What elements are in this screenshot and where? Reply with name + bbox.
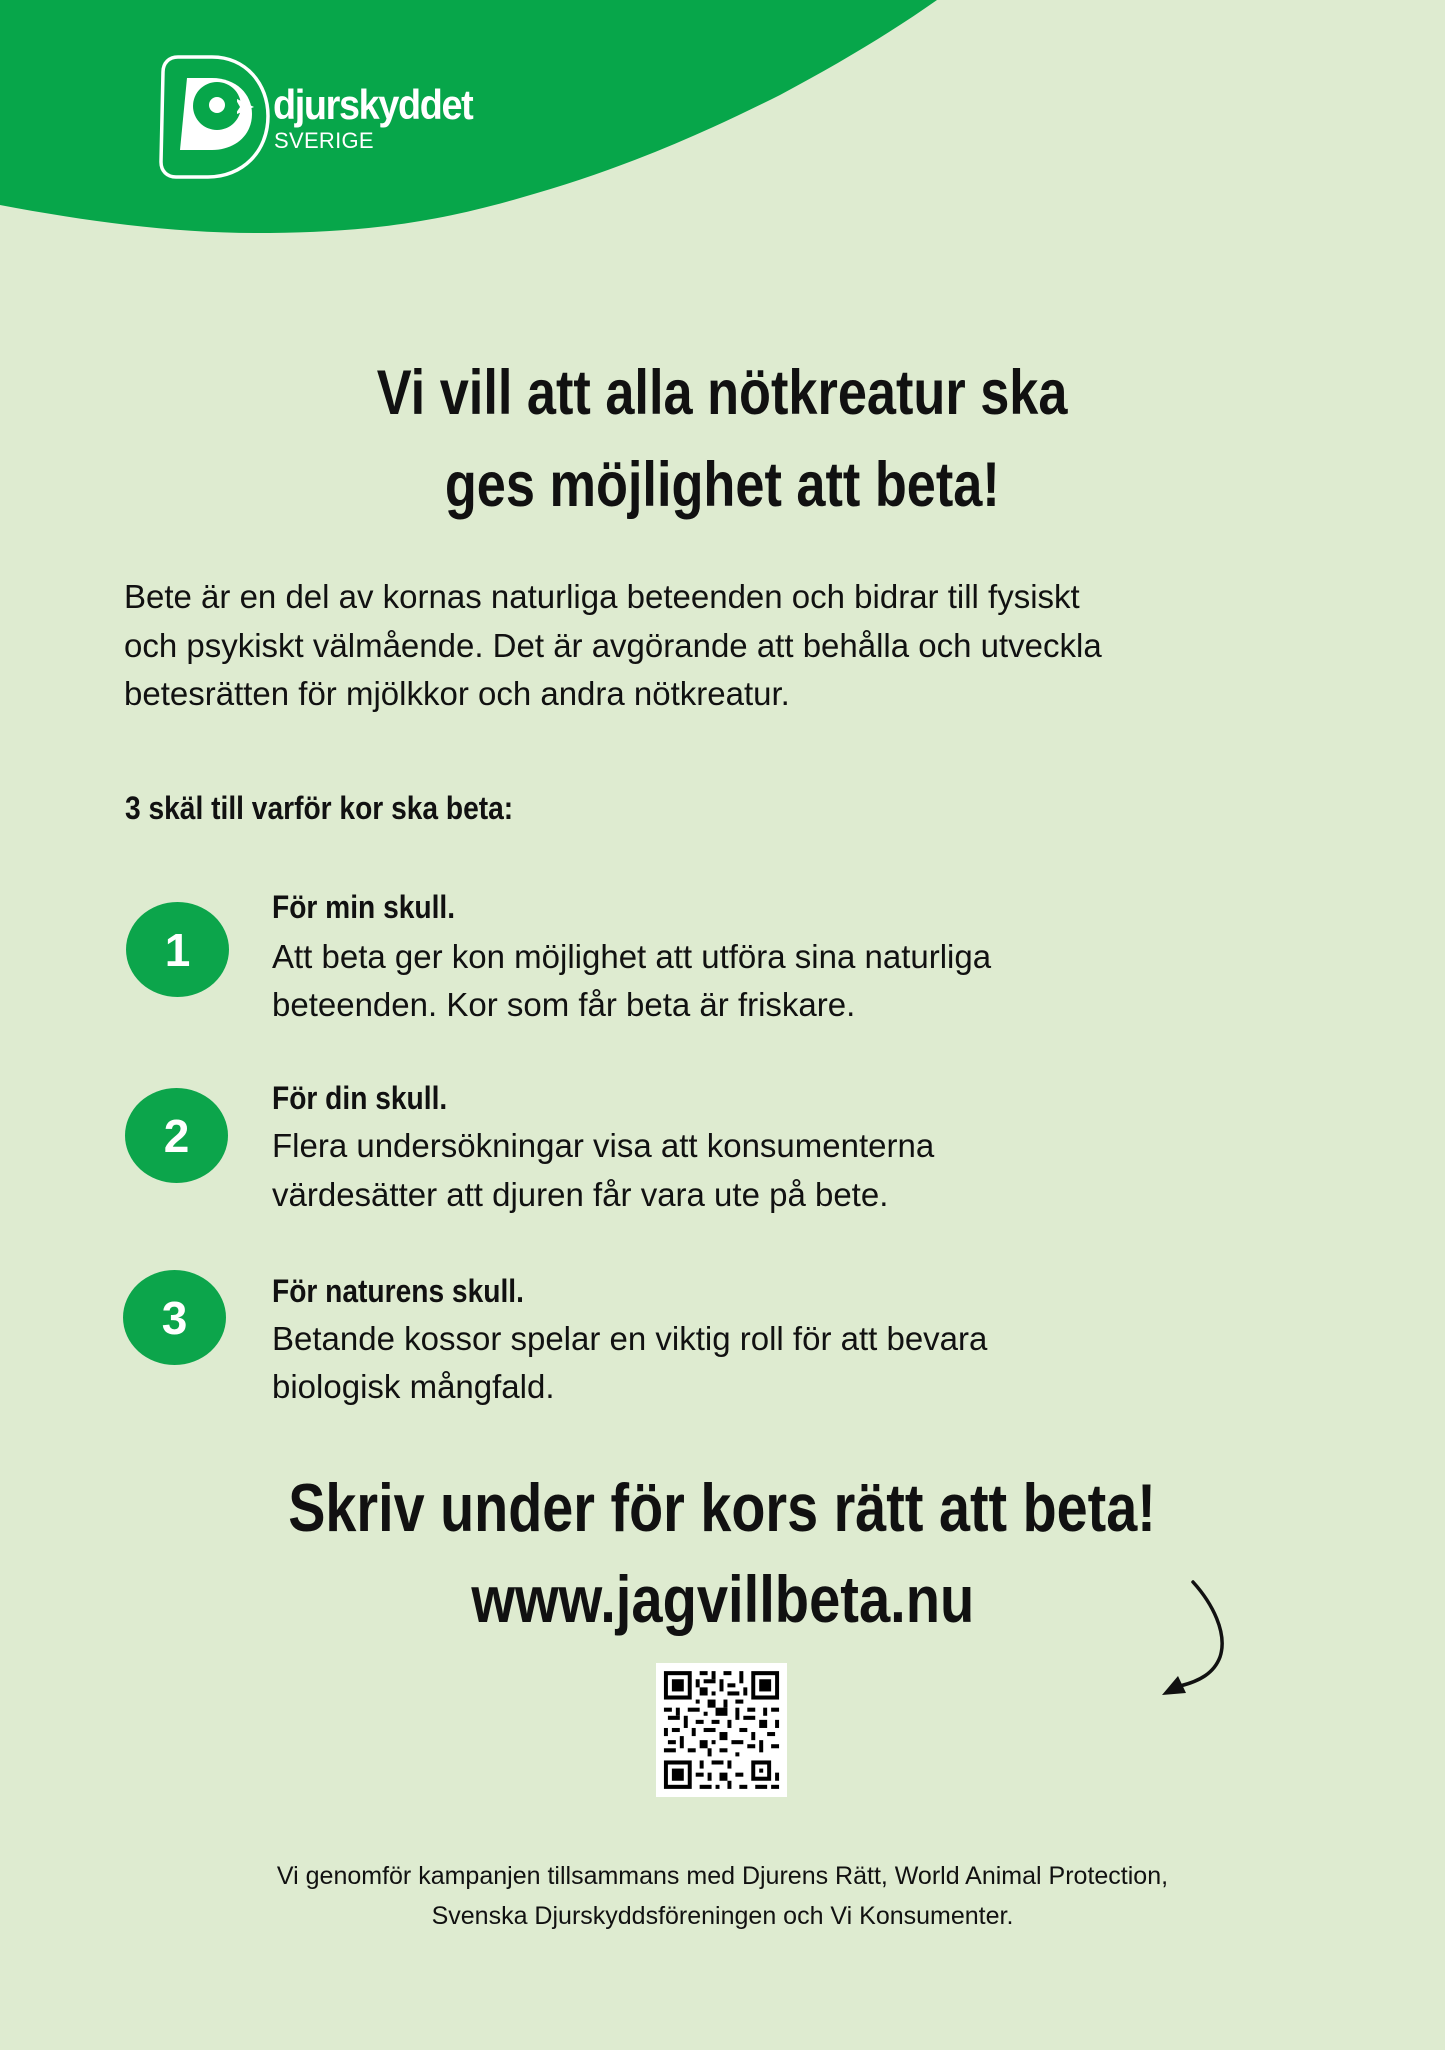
page-title-text-1: Vi vill att alla nötkreatur ska [377,358,1068,428]
intro-line: Bete är en del av kornas naturliga beteenden och bidrar till fysiskt [124,578,1080,615]
page-title-text-2: ges möjlighet att beta! [445,450,1000,520]
reason-body-line: Att beta ger kon möjlighet att utföra sina naturliga [272,938,992,975]
logo-name-text: djurskyddet [273,81,473,128]
page-title-line-1 [0,358,1445,428]
cta-headline-text: Skriv under för kors rätt att beta! [288,1470,1157,1546]
intro-line: och psykiskt välmående. Det är avgörande att behålla och utveckla [124,627,1102,664]
qr-code-icon [656,1663,787,1797]
brand-logo[interactable] [150,50,510,180]
reason-title [272,1082,471,1114]
reason-body-line: Betande kossor spelar en viktig roll för att bevara [272,1320,988,1357]
reason-title-text: För naturens skull. [272,1273,524,1309]
reason-title-text: För min skull. [272,889,456,925]
reasons-heading-text: 3 skäl till varför kor ska beta: [125,790,514,826]
reason-body-line: Flera undersökningar visa att konsumenterna [272,1127,935,1164]
intro-line: betesrätten för mjölkkor och andra nötkreatur. [124,675,790,712]
reason-body-line: värdesätter att djuren får vara ute på bete. [272,1176,889,1213]
footer-line: Svenska Djurskyddsföreningen och Vi Konsumenter. [431,1902,1014,1930]
footer-line: Vi genomför kampanjen tillsammans med Djurens Rätt, World Animal Protection, [276,1862,1169,1890]
logo-name [273,81,495,128]
number-badge-1: 1 [126,902,229,997]
cta-url-text[interactable]: www.jagvillbeta.nu [471,1562,974,1636]
reason-body-line: biologisk mångfald. [272,1368,555,1405]
reason-title [272,1275,558,1307]
djurskyddet-bird-d-logo-icon [150,50,275,180]
number-badge-2: 2 [125,1088,228,1183]
cta-headline [0,1470,1445,1546]
page-title-line-2 [0,450,1445,520]
logo-subtitle: SVERIGE [274,128,374,153]
qr-code[interactable] [656,1663,787,1797]
reason-title [272,891,480,923]
reason-title-text: För din skull. [272,1080,448,1116]
curved-arrow-down-left-icon [1150,1575,1235,1705]
reasons-heading [125,792,566,824]
number-badge-3: 3 [123,1270,226,1365]
reason-body-line: beteenden. Kor som får beta är friskare. [272,986,856,1023]
